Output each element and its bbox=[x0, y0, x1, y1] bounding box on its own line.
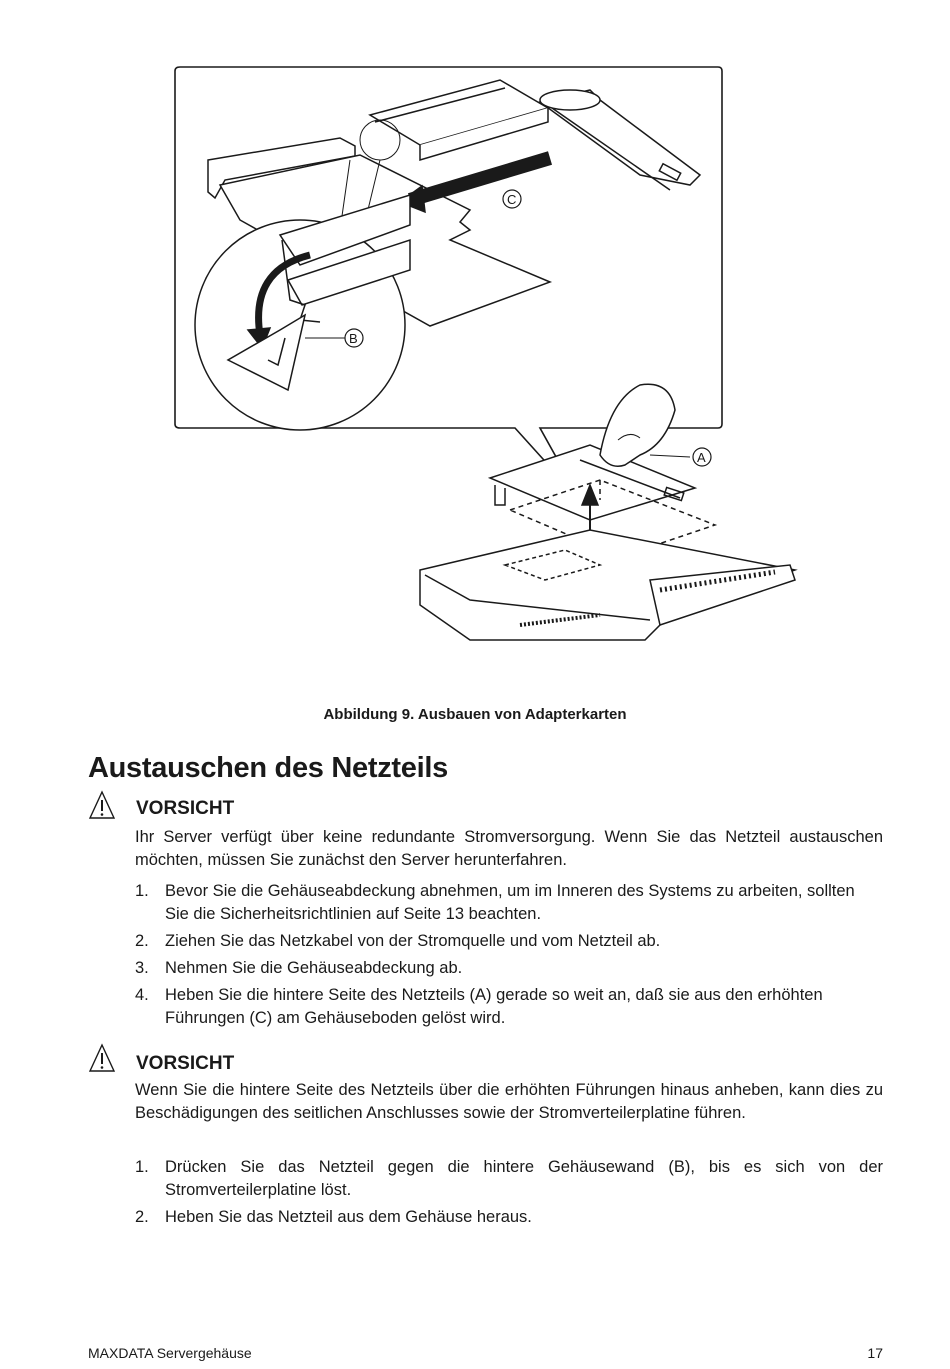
callout-c-label: C bbox=[507, 192, 517, 207]
list-item bbox=[135, 1206, 883, 1229]
page-number: 17 bbox=[867, 1345, 883, 1361]
list-item bbox=[135, 930, 883, 953]
footer-product-name: MAXDATA Servergehäuse bbox=[88, 1345, 252, 1361]
warning-triangle-icon bbox=[88, 790, 116, 820]
figure-caption: Abbildung 9. Ausbauen von Adapterkarten bbox=[323, 706, 627, 723]
callout-b-label: B bbox=[349, 331, 358, 346]
list-item bbox=[135, 1156, 883, 1202]
list-text: Nehmen Sie die Gehäuseabdeckung ab. bbox=[165, 959, 463, 977]
list-text: Bevor Sie die Gehäuseabdeckung abnehmen, um im Inneren des Systems zu arbeiten, sollten Sie die Sicherheitsrichtlinien auf Seite 13 beachten. bbox=[165, 882, 855, 923]
list-number: 3. bbox=[135, 959, 149, 977]
warning-text: Wenn Sie die hintere Seite des Netzteils über die erhöhten Führungen hinaus anheben, kann dies zu Beschädigungen des seitlichen Anschlusses sowie der Stromverteilerplatine führen. bbox=[135, 1081, 883, 1122]
list-item bbox=[135, 880, 883, 926]
adapter-card-illustration bbox=[170, 60, 810, 650]
warning-title: VORSICHT bbox=[136, 798, 235, 819]
list-number: 2. bbox=[135, 932, 149, 950]
list-number: 4. bbox=[135, 986, 149, 1004]
warning-text: Ihr Server verfügt über keine redundante Stromversorgung. Wenn Sie das Netzteil austauschen möchten, müssen Sie zunächst den Server herunterfahren. bbox=[135, 828, 883, 869]
list-text: Drücken Sie das Netzteil gegen die hintere Gehäusewand (B), bis es sich von der Stromverteilerplatine löst. bbox=[165, 1158, 883, 1199]
steps-list-2 bbox=[135, 1156, 883, 1233]
callout-a-label: A bbox=[697, 450, 706, 465]
steps-list-1 bbox=[135, 880, 883, 1034]
list-item bbox=[135, 984, 883, 1030]
list-number: 1. bbox=[135, 882, 149, 900]
warning-title: VORSICHT bbox=[136, 1053, 235, 1074]
list-text: Heben Sie das Netzteil aus dem Gehäuse heraus. bbox=[165, 1208, 532, 1226]
list-number: 2. bbox=[135, 1208, 149, 1226]
list-number: 1. bbox=[135, 1158, 149, 1176]
list-text: Heben Sie die hintere Seite des Netzteils (A) gerade so weit an, daß sie aus den erhöhten Führungen (C) am Gehäuseboden gelöst wird. bbox=[165, 986, 823, 1027]
warning-triangle-icon bbox=[88, 1043, 116, 1073]
section-title: Austauschen des Netzteils bbox=[88, 752, 448, 784]
list-item bbox=[135, 957, 883, 980]
list-text: Ziehen Sie das Netzkabel von der Stromquelle und vom Netzteil ab. bbox=[165, 932, 661, 950]
